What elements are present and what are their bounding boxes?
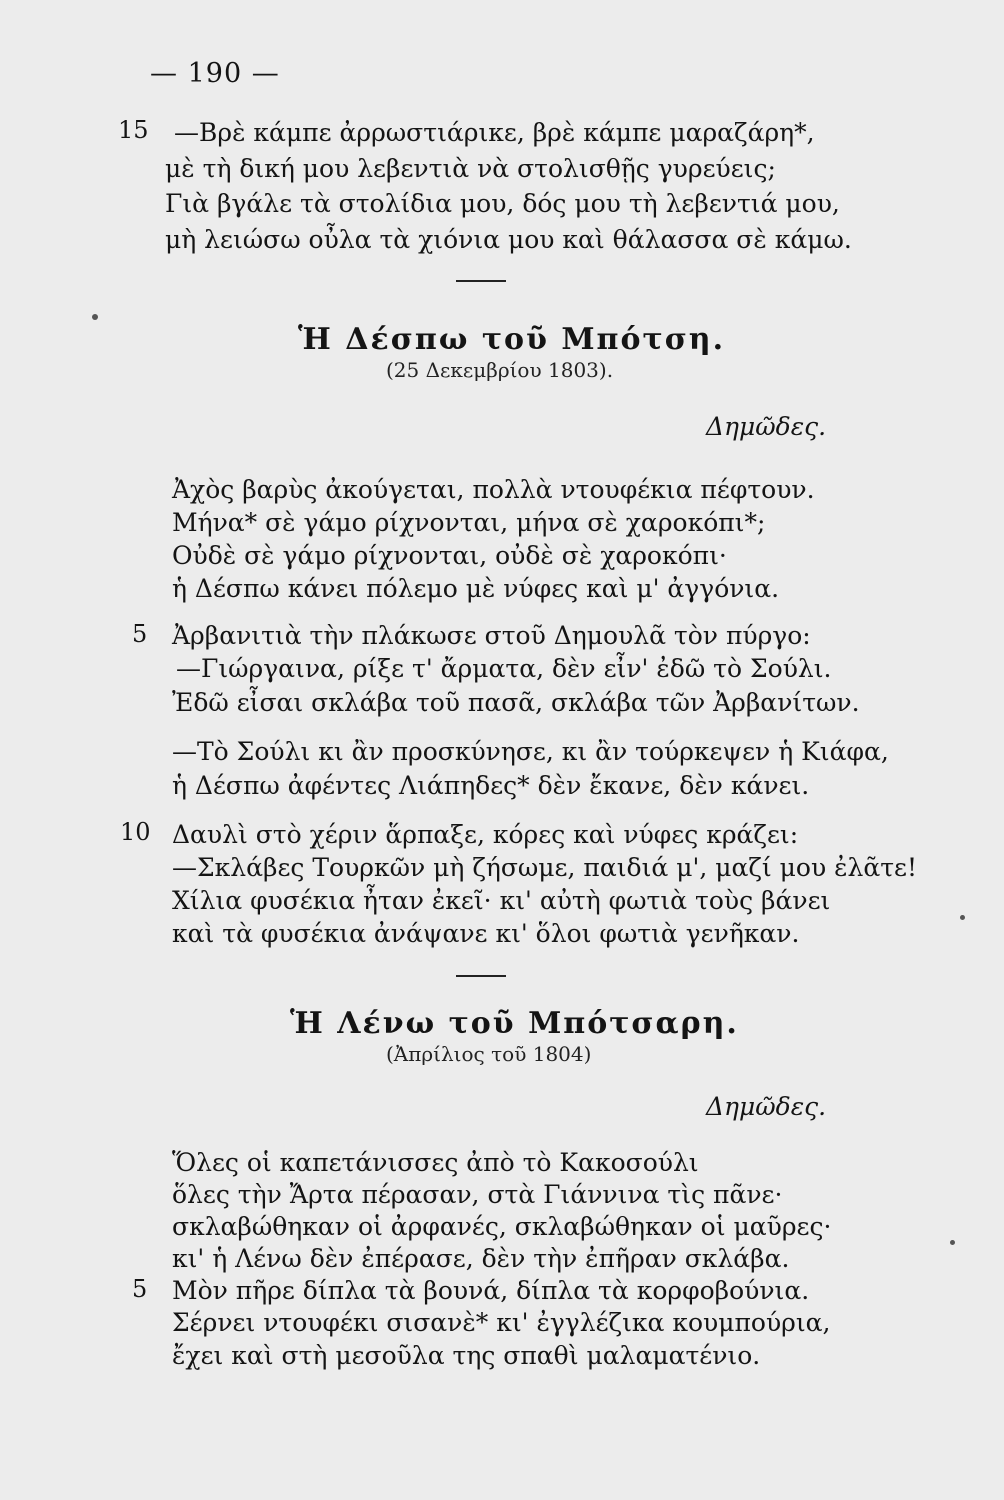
verse-line: —Βρὲ κάμπε ἀρρωστιάρικε, βρὲ κάμπε μαραζάρη*, (174, 118, 815, 147)
verse-line: Ἐδῶ εἶσαι σκλάβα τοῦ πασᾶ, σκλάβα τῶν Ἀρβανίτων. (172, 688, 860, 717)
verse-line: ἡ Δέσπω ἀφέντες Λιάπηδες* δὲν ἔκανε, δὲν κάνει. (172, 771, 810, 800)
page-number: — 190 — (150, 58, 280, 89)
verse-line: ὅλες τὴν Ἄρτα πέρασαν, στὰ Γιάννινα τὶς πᾶνε· (172, 1180, 783, 1209)
verse-line: Μὸν πῆρε δίπλα τὰ βουνά, δίπλα τὰ κορφοβούνια. (172, 1276, 810, 1305)
line-number: 5 (132, 620, 148, 648)
verse-line: Ἀρβανιτιὰ τὴν πλάκωσε στοῦ Δημουλᾶ τὸν πύργο: (172, 621, 811, 650)
print-speck (92, 314, 98, 320)
section-divider (456, 975, 506, 977)
verse-line: —Τὸ Σούλι κι ἂν προσκύνησε, κι ἂν τούρκεψεν ἡ Κιάφα, (172, 737, 889, 766)
verse-line: Σέρνει ντουφέκι σισανὲ* κι' ἐγγλέζικα κουμπούρια, (172, 1308, 831, 1337)
section-divider (456, 280, 506, 282)
line-number: 10 (120, 818, 151, 846)
verse-line: Ἀχὸς βαρὺς ἀκούγεται, πολλὰ ντουφέκια πέφτουν. (172, 475, 815, 504)
poem-genre: Δημῶδες. (706, 1092, 827, 1121)
verse-line: Μήνα* σὲ γάμο ρίχνονται, μήνα σὲ χαροκόπι*; (172, 508, 766, 537)
poem-genre: Δημῶδες. (706, 412, 827, 441)
poem-date: (Ἀπρίλιος τοῦ 1804) (386, 1042, 592, 1066)
verse-line: —Γιώργαινα, ρίξε τ' ἄρματα, δὲν εἶν' ἐδῶ τὸ Σούλι. (176, 654, 832, 683)
verse-line: Γιὰ βγάλε τὰ στολίδια μου, δός μου τὴ λεβεντιά μου, (165, 189, 840, 218)
line-number: 15 (118, 116, 149, 144)
line-number: 5 (132, 1275, 148, 1303)
verse-line: Οὐδὲ σὲ γάμο ρίχνονται, οὐδὲ σὲ χαροκόπι· (172, 541, 727, 570)
verse-line: —Σκλάβες Τουρκῶν μὴ ζήσωμε, παιδιά μ', μαζί μου ἐλᾶτε! (172, 853, 918, 882)
poem-title: Ἡ Δέσπω τοῦ Μπότση. (298, 322, 726, 357)
verse-line: σκλαβώθηκαν οἱ ἀρφανές, σκλαβώθηκαν οἱ μαῦρες· (172, 1212, 832, 1241)
verse-line: Χίλια φυσέκια ἦταν ἐκεῖ· κι' αὐτὴ φωτιὰ τοὺς βάνει (172, 886, 831, 915)
print-speck (960, 915, 965, 920)
verse-line: μὲ τὴ δική μου λεβεντιὰ νὰ στολισθῇς γυρεύεις; (165, 154, 776, 183)
verse-line: κι' ἡ Λένω δὲν ἐπέρασε, δὲν τὴν ἐπῆραν σκλάβα. (172, 1244, 790, 1273)
print-speck (950, 1240, 955, 1245)
verse-line: ἔχει καὶ στὴ μεσοῦλα της σπαθὶ μαλαματένιο. (172, 1341, 761, 1370)
poem-date: (25 Δεκεμβρίου 1803). (386, 358, 614, 382)
verse-line: Δαυλὶ στὸ χέριν ἅρπαξε, κόρες καὶ νύφες κράζει: (172, 820, 799, 849)
verse-line: Ὅλες οἱ καπετάνισσες ἀπὸ τὸ Κακοσούλι (172, 1148, 699, 1177)
verse-line: ἡ Δέσπω κάνει πόλεμο μὲ νύφες καὶ μ' ἀγγόνια. (172, 574, 780, 603)
verse-line: μὴ λειώσω οὖλα τὰ χιόνια μου καὶ θάλασσα σὲ κάμω. (165, 225, 852, 254)
poem-title: Ἡ Λένω τοῦ Μπότσαρη. (290, 1006, 739, 1041)
verse-line: καὶ τὰ φυσέκια ἀνάψανε κι' ὅλοι φωτιὰ γενῆκαν. (172, 919, 800, 948)
